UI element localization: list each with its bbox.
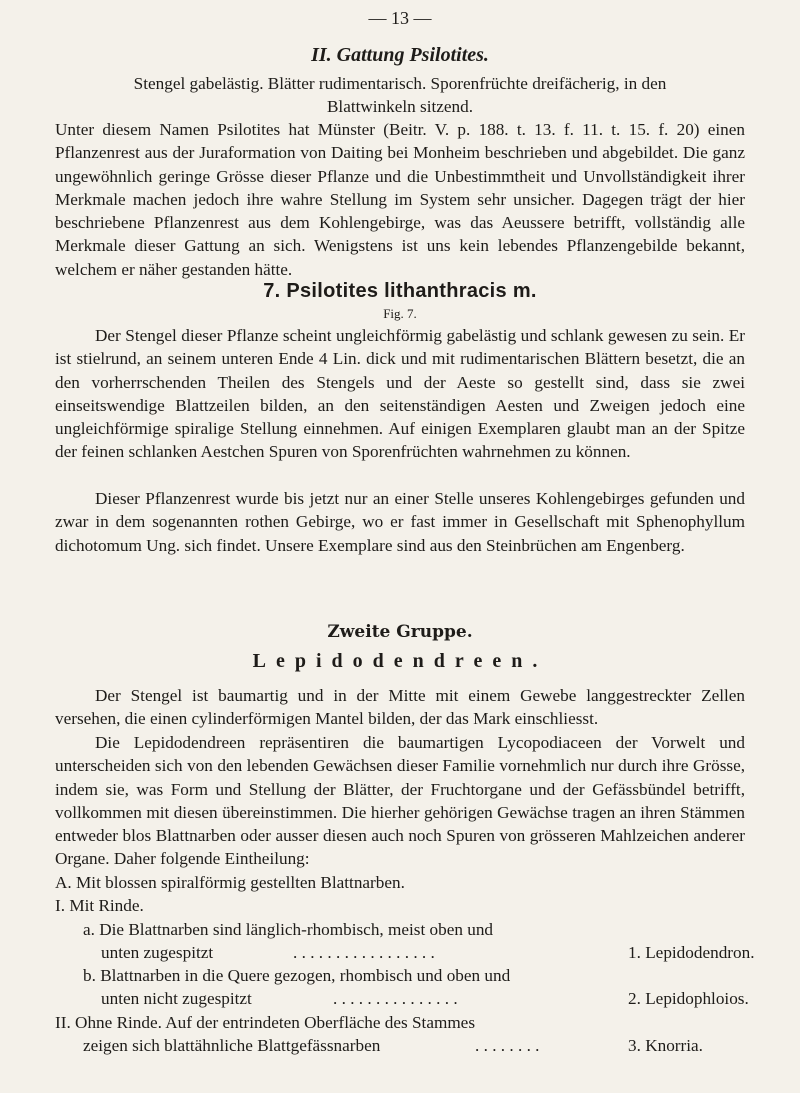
key-row-b2 — [55, 987, 755, 1010]
key-a-leader: . . . . . . . . . . . . . . . . . — [293, 942, 435, 962]
group-heading: Zweite Gruppe. — [327, 622, 473, 642]
family-paragraph-1: Der Stengel ist baumartig und in der Mitte mit einem Gewebe langgestreckter Zellen versehen, die einen cylinderförmigen Mantel bilden, der das Mark einschliesst. — [55, 686, 745, 729]
key-a-result: 1. Lepidodendron. — [628, 942, 755, 962]
key-a-line-1: a. Die Blattnarben sind länglich-rhombisch, meist oben und — [83, 919, 494, 939]
key-b-leader: . . . . . . . . . . . . . . . — [333, 989, 458, 1009]
key-row-a1 — [55, 918, 755, 941]
key-II-result: 3. Knorria. — [628, 1036, 703, 1056]
classification-key — [55, 871, 755, 1057]
genus-diagnosis-line-2: Blattwinkeln sitzend. — [326, 97, 474, 117]
key-row-a2 — [55, 941, 755, 964]
key-b-line-2: unten nicht zugespitzt — [101, 989, 252, 1009]
key-II-line-2: zeigen sich blattähnliche Blattgefässnarben — [83, 1036, 381, 1056]
species-heading: 7. Psilotites lithanthracis m. — [263, 280, 537, 302]
key-b-result: 2. Lepidophloios. — [628, 989, 749, 1009]
key-a-line-2: unten zugespitzt — [101, 942, 214, 962]
species-paragraph-2: Dieser Pflanzenrest wurde bis jetzt nur an einer Stelle unseres Kohlengebirges gefunden und zwar in dem sogenannten rothen Gebirge, wo er fast immer in Gesellschaft mit Sphenophyllum dichotomum Ung. sich findet. Unsere Exemplare sind aus den Steinbrüchen am Engenberg. — [55, 489, 745, 555]
key-row-II2 — [55, 1034, 755, 1057]
figure-label: Fig. 7. — [383, 306, 417, 321]
key-b-line-1: b. Blattnarben in die Quere gezogen, rhombisch und oben und — [83, 966, 511, 986]
species-paragraph-1: Der Stengel dieser Pflanze scheint ungleichförmig gabelästig und schlank gewesen zu sein. Er ist stielrund, an seinem unteren Ende 4 Lin. dick und mit rudimentarischen Blättern besetzt, die an den vorherrschenden Theilen des Stengels und der Aeste so gestellt sind, dass sie zwei einseitswendige Blattzeilen bilden, an den seitenständigen Aesten und Zweigen jedoch eine ungleichförmige spiralige Stellung einnehmen. Auf einigen Exemplaren glaubt man an der Spitze der feinen schlanken Aestchen Spuren von Sporenfrüchten wahrnehmen zu können. — [55, 326, 745, 462]
genus-diagnosis — [55, 72, 745, 119]
family-paragraph-2: Die Lepidodendreen repräsentiren die baumartigen Lycopodiaceen der Vorwelt und unterscheiden sich von den lebenden Gewächsen dieser Familie vornehmlich nur durch ihre Grösse, indem sie, was Form und Stellung der Blätter, der Fruchtorgane und der Gefässbündel betrifft, vollkommen mit diesen übereinstimmen. Die hierher gehörigen Gewächse tragen an ihren Stämmen entweder blos Blattnarben oder ausser diesen auch noch Spuren von grösseren Mahlzeichen anderer Organe. Daher folgende Eintheilung: — [55, 733, 745, 869]
key-II-leader: . . . . . . . . — [475, 1036, 540, 1056]
key-row-II1 — [55, 1011, 755, 1034]
key-row-I — [55, 894, 755, 917]
page-number: — 13 — — [368, 8, 432, 28]
key-row-A — [55, 871, 755, 894]
key-A: A. Mit blossen spiralförmig gestellten Blattnarben. — [55, 873, 405, 892]
genus-diagnosis-line-1: Stengel gabelästig. Blätter rudimentarisch. Sporenfrüchte dreifächerig, in den — [133, 74, 667, 93]
key-I: I. Mit Rinde. — [55, 896, 144, 916]
key-row-b1 — [55, 964, 755, 987]
family-heading: Lepidodendreen. — [252, 650, 548, 672]
key-II-line-1: II. Ohne Rinde. Auf der entrindeten Oberfläche des Stammes — [55, 1012, 476, 1032]
genus-paragraph: Unter diesem Namen Psilotites hat Münster (Beitr. V. p. 188. t. 13. f. 11. t. 15. f. 20) einen Pflanzenrest aus der Juraformation von Daiting bei Monheim beschrieben und abgebildet. Die ganz ungewöhnlich geringe Grösse dieser Pflanze und die Unbestimmtheit und Unvollständigkeit ihrer Merkmale machen jedoch ihre wahre Stellung im System sehr unsicher. Dagegen trägt der hier beschriebene Pflanzenrest aus dem Kohlengebirge, was das Aeussere betrifft, vollständig alle Merkmale dieser Gattung an sich. Wenigstens ist uns kein lebendes Pflanzengebilde bekannt, welchem er näher gestanden hätte. — [55, 120, 745, 279]
chapter-heading: II. Gattung Psilotites. — [311, 44, 489, 66]
